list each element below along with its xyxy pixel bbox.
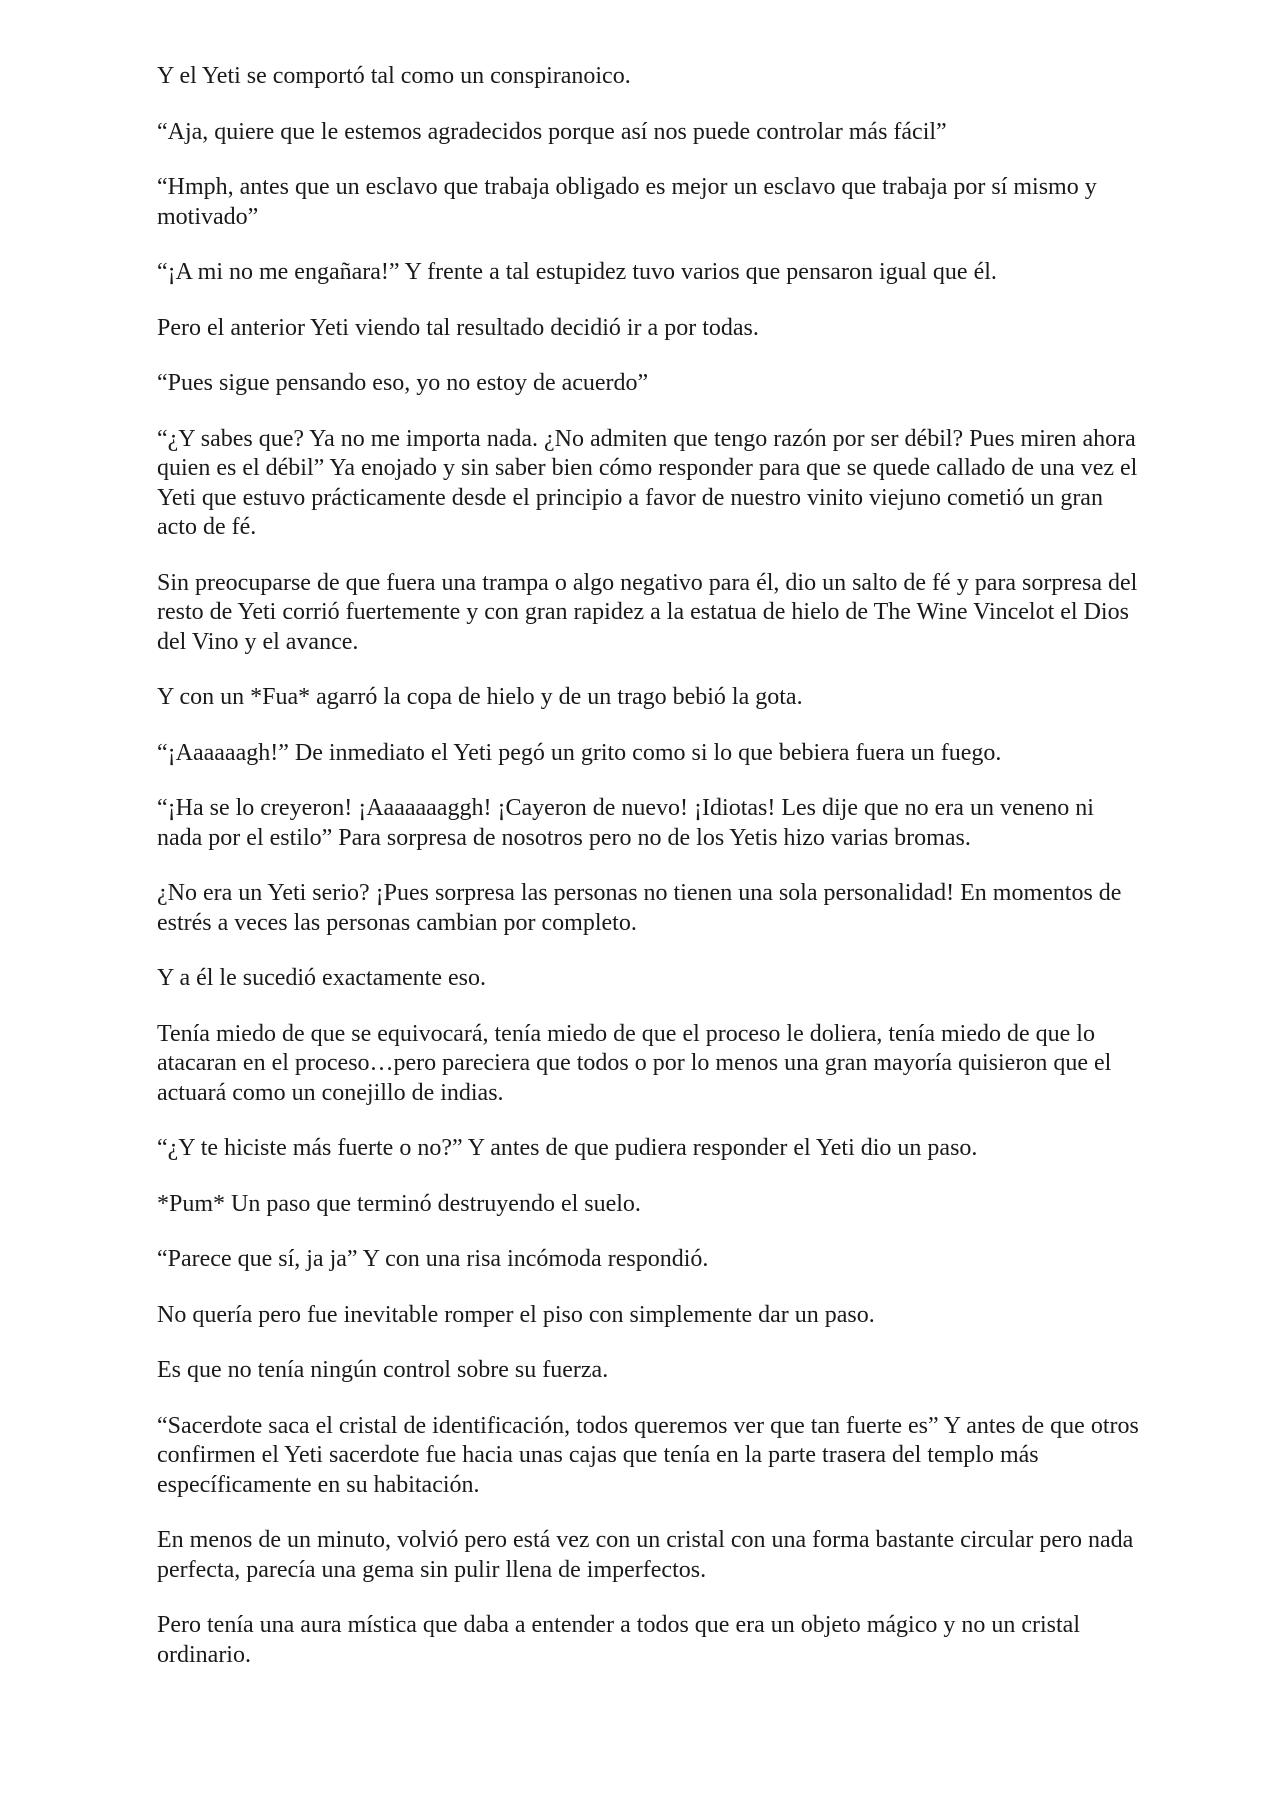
paragraph: Y el Yeti se comportó tal como un conspiranoico. bbox=[157, 63, 631, 89]
paragraph: “Aja, quiere que le estemos agradecidos porque así nos puede controlar más fácil” bbox=[157, 118, 947, 145]
paragraph: “¿Y te hiciste más fuerte o no?” Y antes de que pudiera responder el Yeti dio un paso. bbox=[157, 1135, 978, 1161]
document-body bbox=[157, 62, 1142, 1696]
paragraph: ¿No era un Yeti serio? ¡Pues sorpresa las personas no tienen una sola personalidad! En momentos de estrés a veces las personas cambian por completo. bbox=[157, 880, 1122, 936]
paragraph: Y con un *Fua* agarró la copa de hielo y de un trago bebió la gota. bbox=[157, 684, 803, 710]
paragraph: “Sacerdote saca el cristal de identificación, todos queremos ver que tan fuerte es” Y antes de que otros confirmen el Yeti sacerdote fue hacia unas cajas que tenía en la parte trasera del templo más específicamente en su habitación. bbox=[157, 1412, 1139, 1498]
paragraph: “Parece que sí, ja ja” Y con una risa incómoda respondió. bbox=[157, 1246, 709, 1272]
paragraph: Pero tenía una aura mística que daba a entender a todos que era un objeto mágico y no un cristal ordinario. bbox=[157, 1612, 1081, 1668]
paragraph: “¿Y sabes que? Ya no me importa nada. ¿No admiten que tengo razón por ser débil? Pues miren ahora quien es el débil” Ya enojado y sin saber bien cómo responder para que se quede callado de una vez el Yeti que estuvo prácticamente desde el principio a favor de nuestro vinito viejuno cometió un gran acto de fé. bbox=[157, 425, 1138, 540]
paragraph: “¡Aaaaaagh!” De inmediato el Yeti pegó un grito como si lo que bebiera fuera un fuego. bbox=[157, 739, 1002, 766]
paragraph: No quería pero fue inevitable romper el piso con simplemente dar un paso. bbox=[157, 1301, 875, 1328]
paragraph: Es que no tenía ningún control sobre su fuerza. bbox=[157, 1357, 609, 1383]
paragraph: Tenía miedo de que se equivocará, tenía miedo de que el proceso le doliera, tenía miedo de que lo atacaran en el proceso…pero pareciera que todos o por lo menos una gran mayoría quisieron que el actuará como un conejillo de indias. bbox=[157, 1020, 1112, 1106]
paragraph: “¡Ha se lo creyeron! ¡Aaaaaaaggh! ¡Cayeron de nuevo! ¡Idiotas! Les dije que no era un veneno ni nada por el estilo” Para sorpresa de nosotros pero no de los Yetis hizo varias bromas. bbox=[157, 795, 1094, 851]
paragraph: *Pum* Un paso que terminó destruyendo el suelo. bbox=[157, 1190, 641, 1217]
paragraph: “Hmph, antes que un esclavo que trabaja obligado es mejor un esclavo que trabaja por sí mismo y motivado” bbox=[157, 174, 1097, 230]
paragraph: En menos de un minuto, volvió pero está vez con un cristal con una forma bastante circular pero nada perfecta, parecía una gema sin pulir llena de imperfectos. bbox=[157, 1527, 1134, 1583]
paragraph: Y a él le sucedió exactamente eso. bbox=[157, 965, 486, 991]
paragraph: Sin preocuparse de que fuera una trampa o algo negativo para él, dio un salto de fé y para sorpresa del resto de Yeti corrió fuertemente y con gran rapidez a la estatua de hielo de The Wine Vincelot el Dios del Vino y el avance. bbox=[157, 569, 1138, 655]
paragraph: Pero el anterior Yeti viendo tal resultado decidió ir a por todas. bbox=[157, 314, 759, 341]
paragraph: “Pues sigue pensando eso, yo no estoy de acuerdo” bbox=[157, 370, 649, 396]
paragraph: “¡A mi no me engañara!” Y frente a tal estupidez tuvo varios que pensaron igual que él. bbox=[157, 259, 997, 285]
